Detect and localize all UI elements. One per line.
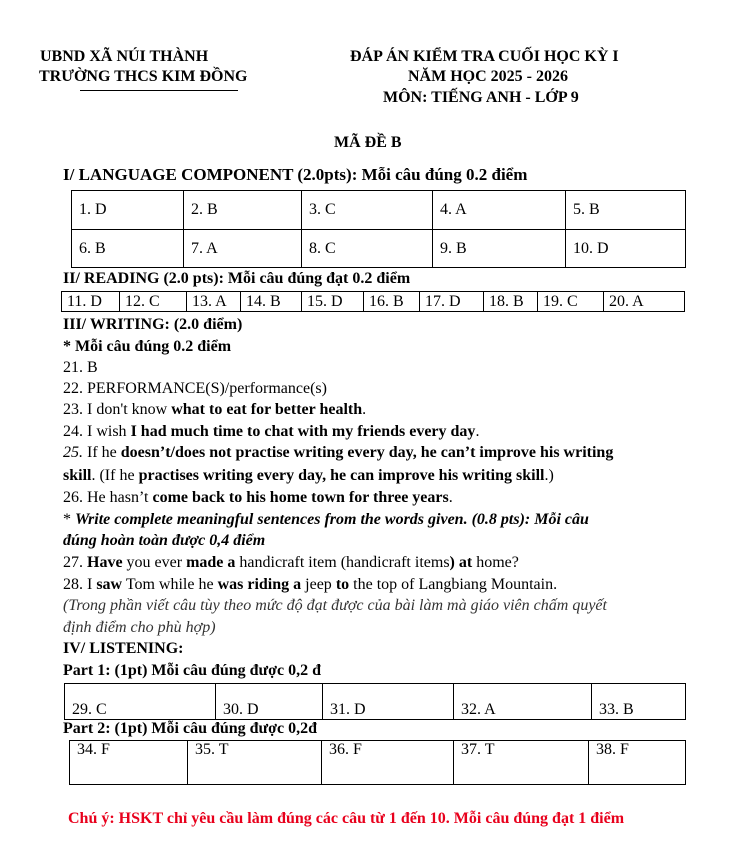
part2-heading: Part 2: (1pt) Mỗi câu đúng được 0,2đ (63, 720, 318, 737)
answer-cell: 15. D (302, 292, 364, 312)
answer-key: ) (449, 554, 455, 571)
answer-text: 26. He hasn’t (63, 489, 153, 506)
answer-cell: 18. B (484, 292, 538, 312)
answer-cell: 19. C (538, 292, 604, 312)
answer-cell: 35. T (188, 741, 322, 785)
answer-text: . (475, 423, 480, 440)
exam-code: MÃ ĐỀ B (334, 134, 402, 151)
answer-24 (63, 423, 479, 441)
part2-table (69, 740, 686, 785)
answer-cell: 32. A (454, 684, 592, 720)
answer-key: practises writing every day, he can improve his writing skill (138, 467, 545, 484)
answer-cell: 2. B (184, 191, 302, 230)
table-row (72, 191, 686, 230)
answer-cell: 31. D (323, 684, 454, 720)
answer-cell: 3. C (302, 191, 433, 230)
school-authority: UBND XÃ NÚI THÀNH (40, 48, 209, 65)
answer-27 (63, 554, 519, 572)
part1-table (64, 683, 686, 720)
answer-cell: 38. F (589, 741, 686, 785)
section4-heading: IV/ LISTENING: (63, 640, 184, 657)
answer-cell: 5. B (566, 191, 686, 230)
answer-key: made a (186, 554, 236, 571)
answer-cell: 1. D (72, 191, 184, 230)
answer-cell: 30. D (216, 684, 323, 720)
answer-cell: 7. A (184, 230, 302, 268)
answer-text: .) (544, 467, 554, 484)
grading-note-line2: định điểm cho phù hợp) (63, 619, 216, 636)
answer-cell: 9. B (433, 230, 566, 268)
answer-text: If he (87, 444, 121, 461)
grading-note-line1: (Trong phần viết câu tùy theo mức độ đạt được của bài làm mà giáo viên chấm quyết (63, 597, 607, 614)
subject-line: MÔN: TIẾNG ANH - LỚP 9 (383, 89, 579, 106)
answer-cell: 17. D (420, 292, 484, 312)
answer-number: 25. (63, 444, 87, 461)
answer-key: come back to his home town for three years (152, 489, 449, 506)
answer-key: to (335, 576, 350, 593)
task-instruction: Write complete meaningful sentences from the words given. (0.8 pts): Mỗi câu (75, 511, 589, 528)
answer-text: 28. I (63, 576, 97, 593)
answer-key: Have (87, 554, 123, 571)
answer-text: you ever (122, 554, 187, 571)
answer-key: saw (96, 576, 123, 593)
table-row (72, 230, 686, 268)
answer-text: jeep (301, 576, 336, 593)
answer-text: . (If he (91, 467, 139, 484)
part1-heading: Part 1: (1pt) Mỗi câu đúng được 0,2 đ (63, 662, 322, 679)
answer-text: . (362, 401, 367, 418)
answer-key: was riding a (217, 576, 302, 593)
doc-title: ĐÁP ÁN KIỂM TRA CUỐI HỌC KỲ I (350, 48, 619, 65)
answer-23 (63, 401, 366, 419)
answer-cell: 36. F (322, 741, 454, 785)
answer-cell: 16. B (364, 292, 420, 312)
sentence-task-line1 (63, 511, 589, 529)
answer-cell: 29. C (65, 684, 216, 720)
answer-text: handicraft item (handicraft items (235, 554, 450, 571)
bullet: * (63, 511, 75, 528)
table-row (65, 684, 686, 720)
school-year: NĂM HỌC 2025 - 2026 (408, 68, 568, 85)
answer-cell: 12. C (120, 292, 187, 312)
section3-heading: III/ WRITING: (2.0 điểm) (63, 316, 243, 333)
answer-21: 21. B (63, 359, 98, 376)
answer-cell: 6. B (72, 230, 184, 268)
answer-text: Tom while he (122, 576, 218, 593)
answer-key: at (454, 554, 473, 571)
answer-22: 22. PERFORMANCE(S)/performance(s) (63, 380, 327, 397)
answer-cell: 8. C (302, 230, 433, 268)
sentence-task-line2: đúng hoàn toàn được 0,4 điểm (63, 532, 266, 549)
answer-cell: 11. D (62, 292, 120, 312)
section1-table (71, 190, 686, 268)
section2-heading: II/ READING (2.0 pts): Mỗi câu đúng đạt 0.2 điểm (63, 270, 411, 287)
answer-cell: 10. D (566, 230, 686, 268)
answer-cell: 20. A (604, 292, 685, 312)
answer-cell: 33. B (592, 684, 686, 720)
answer-cell: 4. A (433, 191, 566, 230)
table-row (62, 292, 685, 312)
answer-cell: 34. F (70, 741, 188, 785)
section1-heading: I/ LANGUAGE COMPONENT (2.0pts): Mỗi câu đúng 0.2 điểm (63, 165, 528, 184)
answer-cell: 37. T (454, 741, 589, 785)
school-name: TRƯỜNG THCS KIM ĐỒNG (39, 68, 248, 85)
answer-25-line1 (63, 444, 613, 462)
answer-25-line2 (63, 467, 554, 485)
answer-26 (63, 489, 453, 507)
table-row (70, 741, 686, 785)
answer-key: what to eat for better health (171, 401, 363, 418)
section3-note: * Mỗi câu đúng 0.2 điểm (63, 338, 232, 355)
answer-key: skill (63, 467, 92, 484)
answer-28 (63, 576, 557, 594)
footer-note: Chú ý: HSKT chỉ yêu cầu làm đúng các câu từ 1 đến 10. Mỗi câu đúng đạt 1 điểm (68, 810, 625, 827)
answer-text: . (448, 489, 453, 506)
answer-text: 23. I don't know (63, 401, 172, 418)
answer-key: I had much time to chat with my friends every day (130, 423, 476, 440)
school-underline (80, 90, 238, 91)
answer-text: 24. I wish (63, 423, 131, 440)
answer-cell: 14. B (241, 292, 302, 312)
section2-table (61, 291, 685, 312)
answer-cell: 13. A (187, 292, 241, 312)
answer-text: the top of Langbiang Mountain. (349, 576, 558, 593)
answer-text: home? (472, 554, 519, 571)
answer-key: doesn’t/does not practise writing every day, he can’t improve his writing (120, 444, 614, 461)
answer-text: 27. (63, 554, 87, 571)
